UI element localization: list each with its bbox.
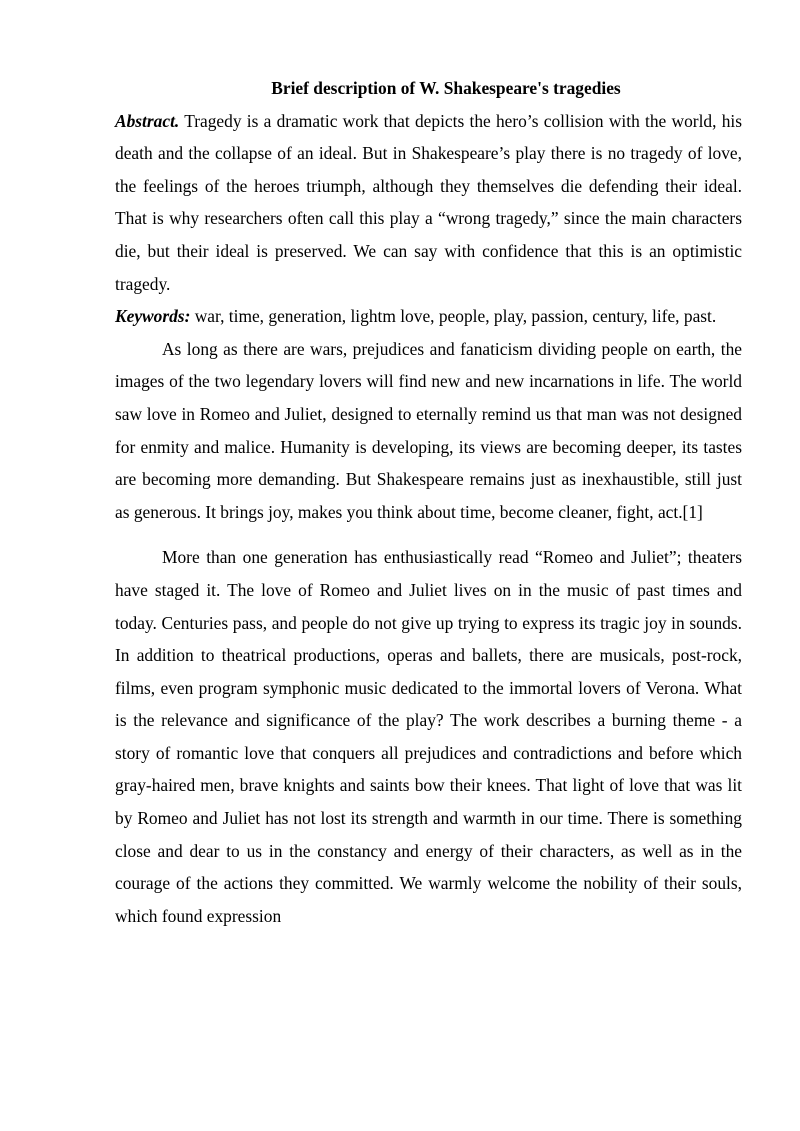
abstract-text: Tragedy is a dramatic work that depicts the hero’s collision with the world, his death and the collapse of an ideal. But in Shakespeare’s play there is no tragedy of love, the feelings of the heroes triumph, although they themselves die defending their ideal. That is why researchers often call this play a “wrong tragedy,” since the main characters die, but their ideal is preserved. We can say with confidence that this is an optimistic tragedy. bbox=[115, 110, 742, 294]
abstract-paragraph bbox=[115, 105, 742, 301]
document-title: Brief description of W. Shakespeare's tragedies bbox=[271, 78, 621, 98]
abstract-label: Abstract. bbox=[115, 110, 180, 131]
document-body bbox=[115, 72, 742, 932]
body-paragraph: More than one generation has enthusiastically read “Romeo and Juliet”; theaters have staged it. The love of Romeo and Juliet lives on in the music of past times and today. Centuries pass, and people do not give up trying to express its tragic joy in sounds. In addition to theatrical productions, operas and ballets, there are musicals, post-rock, films, even program symphonic music dedicated to the immortal lovers of Verona. What is the relevance and significance of the play? The work describes a burning theme - a story of romantic love that conquers all prejudices and contradictions and before which gray-haired men, brave knights and saints bow their knees. That light of love that was lit by Romeo and Juliet has not lost its strength and warmth in our time. There is something close and dear to us in the constancy and energy of their characters, as well as in the courage of the actions they committed. We warmly welcome the nobility of their souls, which found expression bbox=[115, 547, 742, 926]
keywords-label: Keywords: bbox=[115, 306, 191, 327]
keywords-paragraph bbox=[115, 300, 742, 333]
keywords-text: war, time, generation, lightm love, people, play, passion, century, life, past. bbox=[190, 306, 717, 327]
body-paragraph: As long as there are wars, prejudices and fanaticism dividing people on earth, the images of the two legendary lovers will find new and new incarnations in life. The world saw love in Romeo and Juliet, designed to eternally remind us that man was not designed for enmity and malice. Humanity is developing, its views are becoming deeper, its tastes are becoming more demanding. But Shakespeare remains just as inexhaustible, still just as generous. It brings joy, makes you think about time, become cleaner, fight, act.[1] bbox=[115, 338, 742, 522]
